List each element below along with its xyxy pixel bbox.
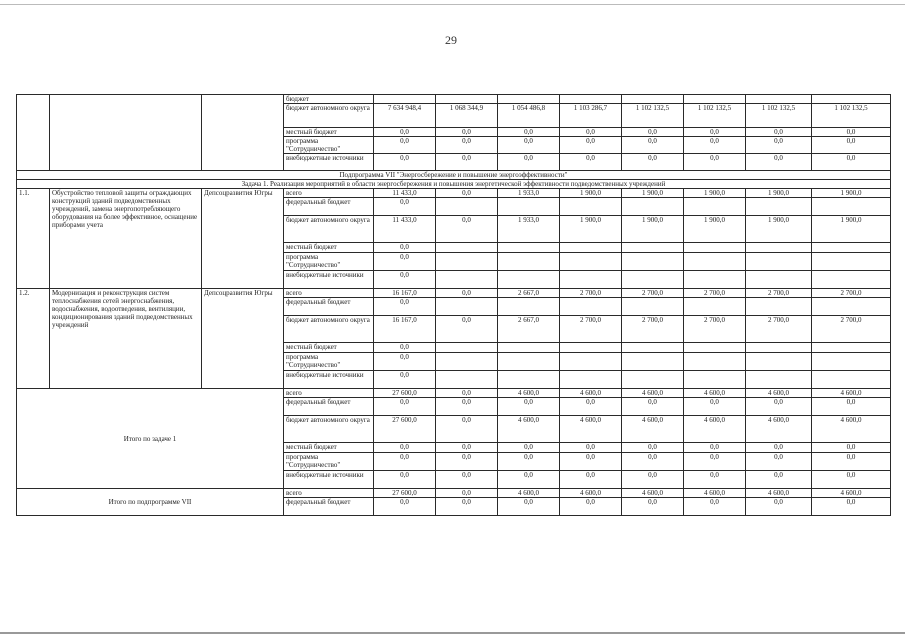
amount-cell (498, 253, 560, 271)
amount-cell: 0,0 (374, 398, 436, 416)
amount-cell (746, 95, 812, 104)
funding-source: федеральный бюджет (284, 298, 374, 316)
amount-cell (560, 371, 622, 389)
amount-cell: 0,0 (560, 128, 622, 137)
amount-cell: 0,0 (812, 471, 891, 489)
amount-cell: 2 667,0 (498, 289, 560, 298)
amount-cell (812, 253, 891, 271)
funding-source: всего (284, 489, 374, 498)
amount-cell: 0,0 (560, 398, 622, 416)
scan-top-edge (0, 4, 905, 5)
amount-cell: 0,0 (812, 453, 891, 471)
amount-cell (622, 95, 684, 104)
amount-cell: 0,0 (746, 498, 812, 516)
amount-cell: 0,0 (622, 154, 684, 171)
amount-cell (684, 253, 746, 271)
amount-cell (436, 271, 498, 289)
amount-cell: 0,0 (622, 443, 684, 453)
amount-cell: 4 600,0 (684, 416, 746, 443)
subprogram-total-label: Итого по подпрограмме VII (17, 489, 284, 516)
table-row (17, 489, 891, 498)
amount-cell: 1 102 132,5 (812, 104, 891, 128)
amount-cell: 0,0 (436, 216, 498, 243)
funding-source: всего (284, 189, 374, 198)
amount-cell: 0,0 (436, 189, 498, 198)
table-row (17, 171, 891, 180)
amount-cell (560, 95, 622, 104)
amount-cell: 4 600,0 (812, 489, 891, 498)
amount-cell (498, 243, 560, 253)
amount-cell (746, 271, 812, 289)
funding-source: бюджет автономного округа (284, 416, 374, 443)
item-number: 1.2. (17, 289, 50, 389)
table-row (17, 289, 891, 298)
amount-cell: 0,0 (684, 471, 746, 489)
funding-source: всего (284, 289, 374, 298)
amount-cell (498, 343, 560, 353)
amount-cell: 0,0 (560, 137, 622, 154)
amount-cell: 0,0 (684, 154, 746, 171)
amount-cell: 0,0 (374, 443, 436, 453)
amount-cell (684, 198, 746, 216)
amount-cell: 4 600,0 (498, 489, 560, 498)
amount-cell: 0,0 (812, 398, 891, 416)
amount-cell: 4 600,0 (560, 489, 622, 498)
amount-cell (812, 371, 891, 389)
amount-cell: 0,0 (436, 489, 498, 498)
subprogram-title: Подпрограмма VII "Энергосбережение и повышение энергоэффективности" (17, 171, 891, 180)
amount-cell: 2 700,0 (746, 316, 812, 343)
amount-cell: 4 600,0 (498, 389, 560, 398)
amount-cell: 4 600,0 (746, 416, 812, 443)
amount-cell (436, 298, 498, 316)
amount-cell: 0,0 (436, 316, 498, 343)
amount-cell: 0,0 (498, 398, 560, 416)
task-title: Задача 1. Реализация мероприятий в области энергосбережения и повышения энергетической эффективности подведомственных учреждений (17, 180, 891, 189)
amount-cell: 4 600,0 (684, 389, 746, 398)
amount-cell: 0,0 (374, 498, 436, 516)
funding-source: внебюджетные источники (284, 471, 374, 489)
amount-cell: 1 068 344,9 (436, 104, 498, 128)
amount-cell: 7 634 948,4 (374, 104, 436, 128)
amount-cell: 0,0 (746, 453, 812, 471)
amount-cell: 0,0 (622, 453, 684, 471)
budget-table (16, 94, 891, 516)
amount-cell: 0,0 (622, 471, 684, 489)
amount-cell: 16 167,0 (374, 289, 436, 298)
amount-cell (436, 95, 498, 104)
amount-cell (560, 353, 622, 371)
amount-cell (498, 371, 560, 389)
amount-cell: 2 700,0 (684, 316, 746, 343)
prev-name-cell (50, 95, 202, 171)
funding-source: бюджет автономного округа (284, 104, 374, 128)
amount-cell: 0,0 (746, 471, 812, 489)
amount-cell: 0,0 (622, 398, 684, 416)
amount-cell (622, 271, 684, 289)
prev-executor-cell (202, 95, 284, 171)
amount-cell (436, 253, 498, 271)
funding-source: внебюджетные источники (284, 154, 374, 171)
amount-cell: 0,0 (622, 498, 684, 516)
amount-cell: 27 600,0 (374, 416, 436, 443)
amount-cell: 4 600,0 (622, 389, 684, 398)
funding-source: местный бюджет (284, 128, 374, 137)
amount-cell: 0,0 (374, 154, 436, 171)
amount-cell: 0,0 (374, 137, 436, 154)
amount-cell: 1 900,0 (812, 189, 891, 198)
amount-cell: 1 900,0 (684, 189, 746, 198)
amount-cell (746, 371, 812, 389)
amount-cell (498, 353, 560, 371)
amount-cell (436, 371, 498, 389)
amount-cell (746, 198, 812, 216)
amount-cell: 0,0 (436, 498, 498, 516)
amount-cell (812, 95, 891, 104)
amount-cell (560, 271, 622, 289)
funding-source: внебюджетные источники (284, 271, 374, 289)
amount-cell: 0,0 (560, 498, 622, 516)
amount-cell (436, 243, 498, 253)
funding-source: местный бюджет (284, 443, 374, 453)
amount-cell: 0,0 (684, 453, 746, 471)
table-row (17, 180, 891, 189)
amount-cell: 0,0 (436, 398, 498, 416)
amount-cell (436, 343, 498, 353)
amount-cell: 0,0 (436, 128, 498, 137)
amount-cell: 0,0 (560, 443, 622, 453)
amount-cell: 0,0 (374, 471, 436, 489)
amount-cell: 4 600,0 (560, 389, 622, 398)
amount-cell: 0,0 (436, 137, 498, 154)
amount-cell: 0,0 (436, 471, 498, 489)
amount-cell: 1 054 486,8 (498, 104, 560, 128)
amount-cell: 0,0 (746, 443, 812, 453)
amount-cell (560, 253, 622, 271)
funding-source: программа "Сотрудничество" (284, 253, 374, 271)
amount-cell: 1 900,0 (622, 216, 684, 243)
amount-cell (622, 343, 684, 353)
amount-cell: 0,0 (374, 371, 436, 389)
amount-cell: 1 103 286,7 (560, 104, 622, 128)
amount-cell: 1 102 132,5 (622, 104, 684, 128)
amount-cell (560, 243, 622, 253)
budget-table-sheet (16, 94, 890, 516)
amount-cell (622, 243, 684, 253)
amount-cell: 0,0 (560, 471, 622, 489)
amount-cell: 1 900,0 (746, 216, 812, 243)
amount-cell: 0,0 (684, 498, 746, 516)
amount-cell: 2 700,0 (560, 289, 622, 298)
amount-cell: 2 700,0 (684, 289, 746, 298)
amount-cell: 2 667,0 (498, 316, 560, 343)
amount-cell (746, 353, 812, 371)
amount-cell: 0,0 (498, 128, 560, 137)
amount-cell (812, 298, 891, 316)
funding-source: программа "Сотрудничество" (284, 453, 374, 471)
item-executor: Депсоцразвития Югры (202, 289, 284, 389)
funding-source: федеральный бюджет (284, 398, 374, 416)
amount-cell: 2 700,0 (812, 289, 891, 298)
funding-source: всего (284, 389, 374, 398)
amount-cell: 1 933,0 (498, 189, 560, 198)
amount-cell (746, 243, 812, 253)
amount-cell: 0,0 (746, 398, 812, 416)
amount-cell (746, 253, 812, 271)
amount-cell (684, 343, 746, 353)
amount-cell (560, 298, 622, 316)
item-number: 1.1. (17, 189, 50, 289)
amount-cell (684, 298, 746, 316)
amount-cell: 0,0 (812, 498, 891, 516)
amount-cell (498, 95, 560, 104)
amount-cell: 27 600,0 (374, 489, 436, 498)
amount-cell: 1 102 132,5 (746, 104, 812, 128)
amount-cell (622, 298, 684, 316)
amount-cell: 4 600,0 (622, 416, 684, 443)
amount-cell (436, 353, 498, 371)
amount-cell: 4 600,0 (560, 416, 622, 443)
amount-cell: 0,0 (374, 453, 436, 471)
amount-cell: 0,0 (812, 443, 891, 453)
amount-cell: 0,0 (560, 154, 622, 171)
amount-cell: 0,0 (374, 298, 436, 316)
amount-cell: 0,0 (812, 154, 891, 171)
amount-cell: 0,0 (436, 453, 498, 471)
amount-cell: 0,0 (374, 253, 436, 271)
amount-cell (684, 371, 746, 389)
amount-cell (498, 298, 560, 316)
amount-cell: 16 167,0 (374, 316, 436, 343)
amount-cell: 0,0 (498, 443, 560, 453)
amount-cell: 0,0 (436, 389, 498, 398)
scan-bottom-edge (0, 632, 905, 634)
page-number: 29 (445, 33, 457, 47)
amount-cell: 1 900,0 (560, 189, 622, 198)
funding-source: бюджет автономного округа (284, 316, 374, 343)
amount-cell: 0,0 (374, 343, 436, 353)
amount-cell: 0,0 (746, 128, 812, 137)
amount-cell: 4 600,0 (746, 489, 812, 498)
funding-source: федеральный бюджет (284, 498, 374, 516)
amount-cell: 0,0 (374, 128, 436, 137)
amount-cell: 0,0 (684, 128, 746, 137)
amount-cell: 0,0 (374, 271, 436, 289)
amount-cell (560, 343, 622, 353)
amount-cell: 0,0 (498, 471, 560, 489)
task-total-label: Итого по задаче 1 (17, 389, 284, 489)
amount-cell (684, 271, 746, 289)
amount-cell: 0,0 (684, 443, 746, 453)
amount-cell: 11 433,0 (374, 216, 436, 243)
amount-cell: 4 600,0 (746, 389, 812, 398)
amount-cell (498, 271, 560, 289)
amount-cell: 2 700,0 (812, 316, 891, 343)
amount-cell: 0,0 (684, 137, 746, 154)
amount-cell: 4 600,0 (812, 416, 891, 443)
amount-cell: 1 102 132,5 (684, 104, 746, 128)
funding-source: программа "Сотрудничество" (284, 353, 374, 371)
amount-cell (622, 198, 684, 216)
item-name: Обустройство тепловой защиты ограждающих конструкций зданий подведомственных учреждений, замена энергопотребляющего оборудования на более эффективное, оснащение приборами учета (50, 189, 202, 289)
amount-cell: 2 700,0 (560, 316, 622, 343)
amount-cell: 4 600,0 (622, 489, 684, 498)
amount-cell: 0,0 (560, 453, 622, 471)
amount-cell: 1 900,0 (622, 189, 684, 198)
amount-cell (374, 95, 436, 104)
amount-cell (622, 253, 684, 271)
amount-cell (684, 95, 746, 104)
amount-cell: 2 700,0 (622, 289, 684, 298)
amount-cell (812, 353, 891, 371)
funding-source: бюджет автономного округа (284, 216, 374, 243)
amount-cell: 1 900,0 (812, 216, 891, 243)
amount-cell (622, 371, 684, 389)
amount-cell (746, 343, 812, 353)
amount-cell: 0,0 (498, 453, 560, 471)
table-row (17, 95, 891, 104)
amount-cell (684, 243, 746, 253)
prev-num-cell (17, 95, 50, 171)
amount-cell (560, 198, 622, 216)
amount-cell: 0,0 (436, 289, 498, 298)
funding-source: местный бюджет (284, 243, 374, 253)
amount-cell (812, 198, 891, 216)
funding-source: местный бюджет (284, 343, 374, 353)
amount-cell: 0,0 (374, 353, 436, 371)
amount-cell: 2 700,0 (622, 316, 684, 343)
amount-cell (622, 353, 684, 371)
funding-source: программа "Сотрудничество" (284, 137, 374, 154)
amount-cell: 0,0 (374, 243, 436, 253)
amount-cell (812, 271, 891, 289)
amount-cell: 0,0 (436, 416, 498, 443)
table-row (17, 389, 891, 398)
table-row (17, 189, 891, 198)
amount-cell (498, 198, 560, 216)
amount-cell: 1 900,0 (684, 216, 746, 243)
amount-cell: 0,0 (436, 154, 498, 171)
amount-cell: 0,0 (498, 498, 560, 516)
amount-cell: 27 600,0 (374, 389, 436, 398)
amount-cell: 4 600,0 (812, 389, 891, 398)
amount-cell: 4 600,0 (684, 489, 746, 498)
amount-cell: 0,0 (812, 128, 891, 137)
amount-cell (812, 243, 891, 253)
funding-source: бюджет (284, 95, 374, 104)
amount-cell: 0,0 (746, 154, 812, 171)
amount-cell: 1 900,0 (746, 189, 812, 198)
amount-cell: 1 900,0 (560, 216, 622, 243)
amount-cell: 0,0 (622, 137, 684, 154)
amount-cell: 11 433,0 (374, 189, 436, 198)
item-executor: Депсоцразвития Югры (202, 189, 284, 289)
amount-cell: 0,0 (498, 154, 560, 171)
amount-cell: 0,0 (498, 137, 560, 154)
amount-cell: 4 600,0 (498, 416, 560, 443)
amount-cell: 0,0 (812, 137, 891, 154)
amount-cell (684, 353, 746, 371)
amount-cell (812, 343, 891, 353)
amount-cell: 1 933,0 (498, 216, 560, 243)
amount-cell: 0,0 (622, 128, 684, 137)
funding-source: внебюджетные источники (284, 371, 374, 389)
amount-cell (746, 298, 812, 316)
amount-cell: 0,0 (684, 398, 746, 416)
amount-cell (436, 198, 498, 216)
funding-source: федеральный бюджет (284, 198, 374, 216)
amount-cell: 0,0 (746, 137, 812, 154)
amount-cell: 0,0 (436, 443, 498, 453)
amount-cell: 2 700,0 (746, 289, 812, 298)
amount-cell: 0,0 (374, 198, 436, 216)
item-name: Модернизация и реконструкция систем теплоснабжения сетей энергоснабжения, водоснабжения, водоотведения, вентиляции, кондиционирования зданий подведомственных учреждений (50, 289, 202, 389)
